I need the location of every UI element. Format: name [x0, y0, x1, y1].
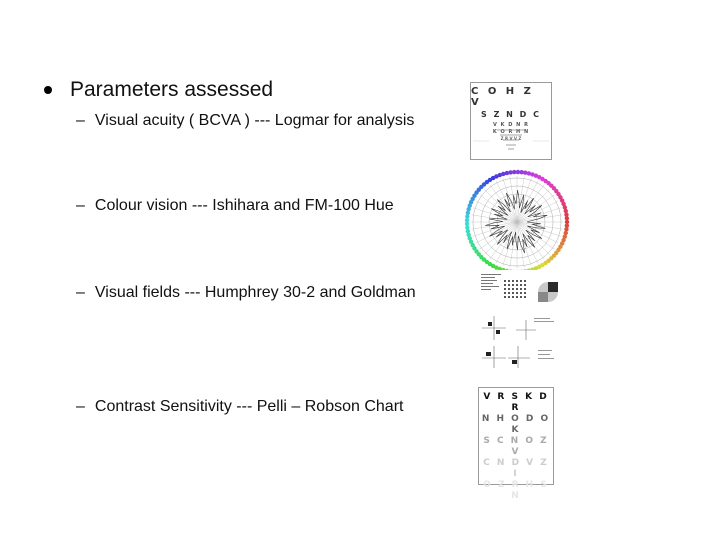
dash-icon: – [76, 284, 85, 301]
spoke-line [517, 222, 531, 266]
field-test-point [516, 296, 518, 298]
spoke-line [490, 185, 517, 222]
field-test-point [508, 288, 510, 290]
logmar-row: V K D N R [493, 122, 529, 128]
field-test-point [516, 284, 518, 286]
hue-cap-marker [565, 216, 569, 220]
field-test-point [524, 280, 526, 282]
hue-cap-marker [523, 170, 527, 174]
sub-bullet-text: Visual acuity ( BCVA ) --- Logmar for analysis [94, 112, 415, 129]
pelli-row: V R S K D R [483, 392, 549, 413]
pelli-row: S C N O Z V [483, 436, 549, 457]
field-test-point [508, 280, 510, 282]
field-test-point [520, 280, 522, 282]
bullet-icon [44, 86, 52, 94]
fm100-hue-plot-image [458, 168, 576, 276]
sub-bullet-visual-fields [76, 284, 416, 302]
visual-field-printout [478, 270, 558, 368]
logmar-row: S Z N D C [481, 110, 541, 119]
dash-icon: – [76, 197, 85, 214]
spoke-line [517, 208, 561, 222]
field-test-point [516, 292, 518, 294]
sub-bullet-visual-acuity [76, 112, 414, 130]
field-test-point [512, 292, 514, 294]
logmar-row: C O H Z V [471, 86, 534, 108]
field-test-point [508, 296, 510, 298]
dash-icon: – [76, 398, 85, 415]
field-test-point [524, 292, 526, 294]
logmar-small-rows [471, 127, 551, 157]
sub-bullet-text: Contrast Sensitivity --- Pelli – Robson Chart [94, 398, 404, 415]
pelli-row: O Z R H S N [483, 480, 549, 501]
field-test-point [516, 280, 518, 282]
pelli-row: C N D V Z I [483, 458, 549, 479]
sub-bullet-contrast-sensitivity [76, 398, 403, 416]
logmar-row: Z R V V Z [500, 136, 522, 141]
field-test-point [524, 288, 526, 290]
field-test-point [512, 288, 514, 290]
field-test-point [516, 288, 518, 290]
field-test-point [508, 284, 510, 286]
fm100-circle-diagram [458, 168, 576, 276]
humphrey-visual-field-image [478, 270, 558, 368]
field-test-point [520, 296, 522, 298]
field-test-point [508, 292, 510, 294]
spoke-line [517, 222, 554, 249]
field-test-point [504, 280, 506, 282]
field-test-point [520, 284, 522, 286]
logmar-row: K O R H N [492, 129, 530, 135]
pelli-row: N H O D O K [481, 414, 551, 435]
field-test-point [512, 280, 514, 282]
field-test-point [504, 288, 506, 290]
dash-icon: – [76, 112, 85, 129]
main-bullet-text: Parameters assessed [70, 78, 274, 101]
field-test-point [512, 296, 514, 298]
sub-bullet-text: Visual fields --- Humphrey 30-2 and Goldman [94, 284, 416, 301]
field-test-point [524, 296, 526, 298]
field-test-point [520, 292, 522, 294]
spoke-line [480, 195, 517, 222]
spoke-line [503, 222, 517, 266]
field-test-point [512, 284, 514, 286]
sub-bullet-colour-vision [76, 197, 394, 215]
main-bullet [44, 78, 273, 102]
field-test-point [524, 284, 526, 286]
field-test-point [504, 292, 506, 294]
logmar-chart-image [470, 82, 552, 160]
sub-bullet-text: Colour vision --- Ishihara and FM-100 Hue [94, 197, 394, 214]
field-test-point [504, 284, 506, 286]
field-test-point [504, 296, 506, 298]
field-test-point [520, 288, 522, 290]
pelli-robson-chart-image [478, 387, 554, 501]
